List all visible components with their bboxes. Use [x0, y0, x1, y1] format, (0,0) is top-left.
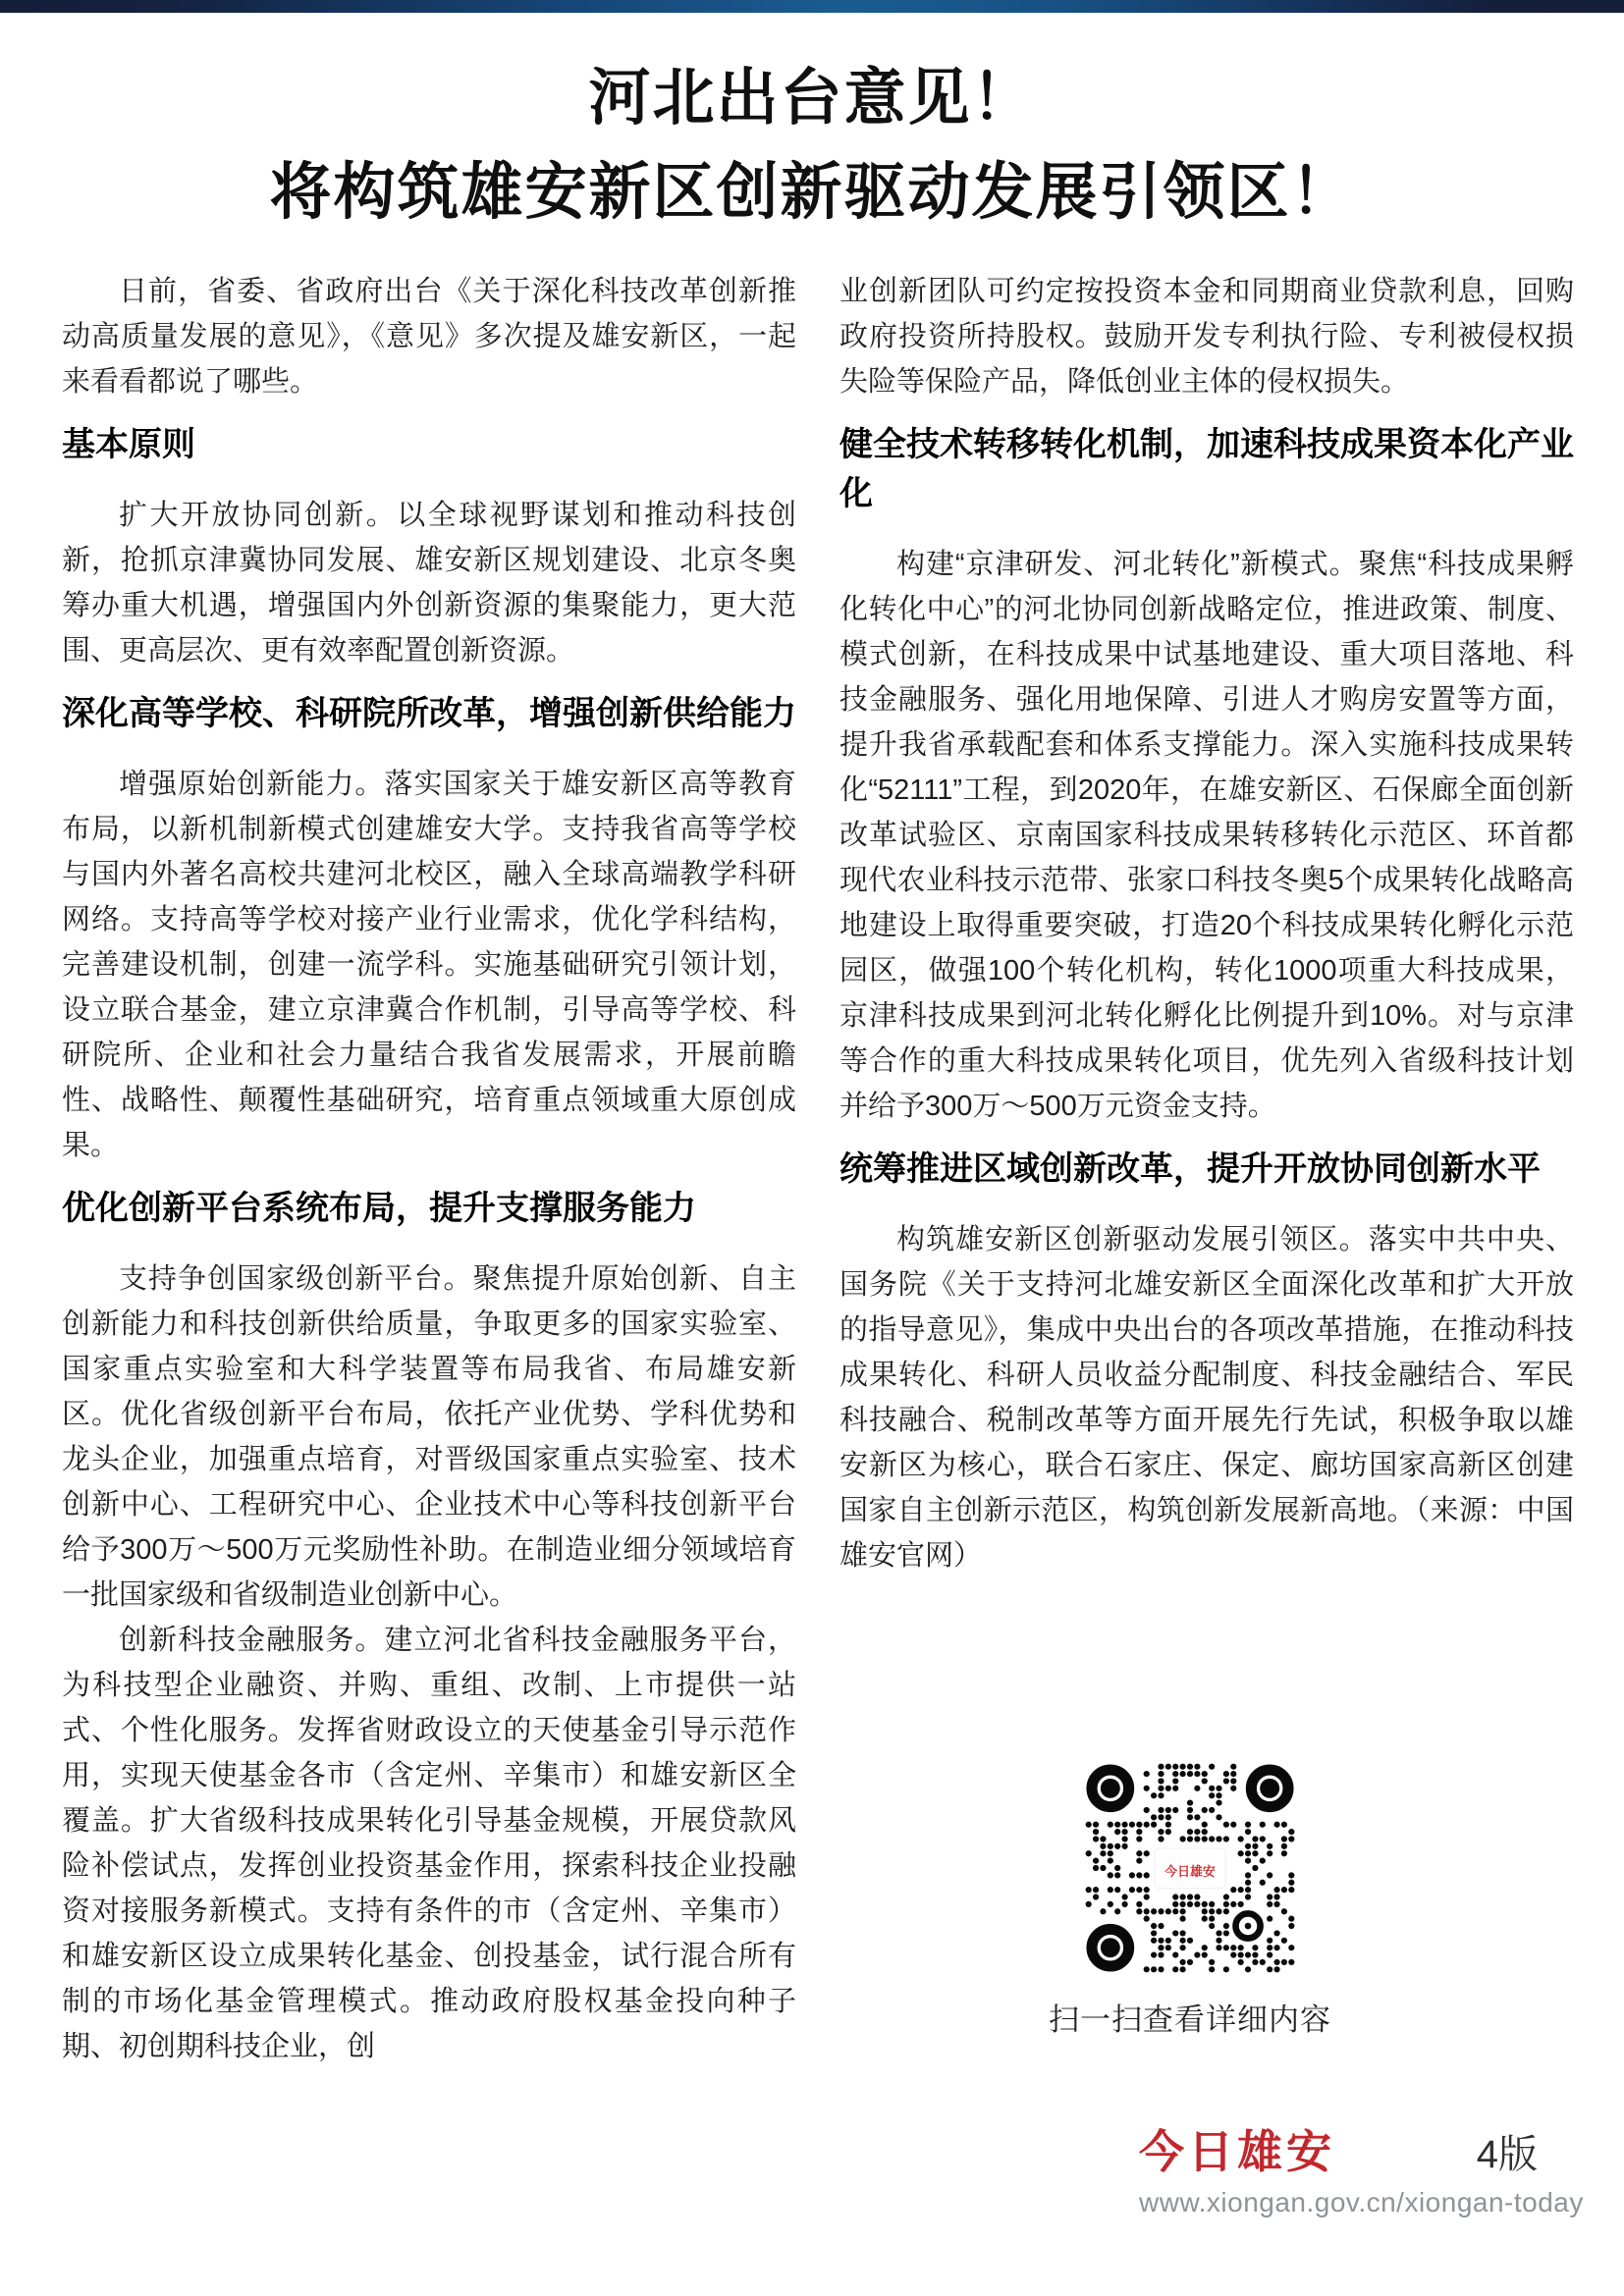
qr-block: [1001, 1763, 1379, 2039]
footer-row: [1139, 2116, 1538, 2181]
paragraph: 日前，省委、省政府出台《关于深化科技改革创新推动高质量发展的意见》，《意见》多次提及雄安新区，一起来看看都说了哪些。: [62, 276, 796, 398]
article-title: [0, 51, 1624, 240]
page-number: 4版: [1476, 2133, 1538, 2176]
footer: [1139, 2116, 1584, 2218]
article-title-line2: 将构筑雄安新区创新驱动发展引领区！: [269, 158, 1355, 227]
paragraph: 创新科技金融服务。建立河北省科技金融服务平台，为科技型企业融资、并购、重组、改制、上市提供一站式、个性化服务。发挥省财政设立的天使基金引导示范作用，实现天使基金各市（含定州、辛集市）和雄安新区全覆盖。扩大省级科技成果转化引导基金规模，开展贷款风险补偿试点，发挥创业投资基金作用，探索科技企业投融资对接服务新模式。支持有条件的市（含定州、辛集市）和雄安新区设立成果转化基金、创投基金，试行混合所有制的市场化基金管理模式。推动政府股权基金投向种子期、初创期科技企业，创: [62, 1625, 796, 2062]
paragraph: 业创新团队可约定按投资本金和同期商业贷款利息，回购政府投资所持股权。鼓励开发专利执行险、专利被侵权损失险等保险产品，降低创业主体的侵权损失。: [839, 276, 1574, 398]
left-column: [62, 269, 796, 2069]
paragraph: 增强原始创新能力。落实国家关于雄安新区高等教育布局，以新机制新模式创建雄安大学。支持我省高等学校与国内外著名高校共建河北校区，融入全球高端教学科研网络。支持高等学校对接产业行业需求，优化学科结构，完善建设机制，创建一流学科。实施基础研究引领计划，设立联合基金，建立京津冀合作机制，引导高等学校、科研院所、企业和社会力量结合我省发展需求，开展前瞻性、战略性、颠覆性基础研究，培育重点领域重大原创成果。: [62, 769, 796, 1161]
paragraph: 构筑雄安新区创新驱动发展引领区。落实中共中央、国务院《关于支持河北雄安新区全面深化改革和扩大开放的指导意见》，集成中央出台的各项改革措施，在推动科技成果转化、科研人员收益分配制度、科技金融结合、军民科技融合、税制改革等方面开展先行先试，积极争取以雄安新区为核心，联合石家庄、保定、廊坊国家高新区创建国家自主创新示范区，构筑创新发展新高地。（来源：中国雄安官网）: [839, 1224, 1574, 1572]
article-title-line1: 河北出台意见！: [588, 64, 1036, 133]
section-heading: 深化高等学校、科研院所改革，增强创新供给能力: [62, 695, 796, 732]
brand-logo: 今日雄安: [1139, 2127, 1335, 2177]
top-accent-bar: [0, 0, 1624, 13]
section-heading: 健全技术转移转化机制，加速科技成果资本化产业化: [839, 426, 1574, 512]
paragraph: 扩大开放协同创新。以全球视野谋划和推动科技创新，抢抓京津冀协同发展、雄安新区规划建设、北京冬奥筹办重大机遇，增强国内外创新资源的集聚能力，更大范围、更高层次、更有效率配置创新资源。: [62, 500, 796, 667]
section-heading: 基本原则: [62, 426, 195, 463]
right-column: [839, 269, 1574, 1578]
qr-center-label: 今日雄安: [1164, 1864, 1216, 1880]
paragraph: 构建“京津研发、河北转化”新模式。聚焦“科技成果孵化转化中心”的河北协同创新战略定位，推进政策、制度、模式创新，在科技成果中试基地建设、重大项目落地、科技金融服务、强化用地保障、引进人才购房安置等方面，提升我省承载配套和体系支撑能力。深入实施科技成果转化“52111”工程，到2020年，在雄安新区、石保廊全面创新改革试验区、京南国家科技成果转移转化示范区、环首都现代农业科技示范带、张家口科技冬奥5个成果转化战略高地建设上取得重要突破，打造20个科技成果转化孵化示范园区，做强100个转化机构，转化1000项重大科技成果，京津科技成果到河北转化孵化比例提升到10%。对与京津等合作的重大科技成果转化项目，优先列入省级科技计划并给予300万～500万元资金支持。: [839, 549, 1574, 1122]
site-url: www.xiongan.gov.cn/xiongan-today: [1139, 2187, 1584, 2217]
section-heading: 优化创新平台系统布局，提升支撑服务能力: [62, 1190, 696, 1227]
paragraph: 支持争创国家级创新平台。聚焦提升原始创新、自主创新能力和科技创新供给质量，争取更多的国家实验室、国家重点实验室和大科学装置等布局我省、布局雄安新区。优化省级创新平台布局，依托产业优势、学科优势和龙头企业，加强重点培育，对晋级国家重点实验室、技术创新中心、工程研究中心、企业技术中心等科技创新平台给予300万～500万元奖励性补助。在制造业细分领域培育一批国家级和省级制造业创新中心。: [62, 1263, 796, 1611]
section-heading: 统筹推进区域创新改革，提升开放协同创新水平: [839, 1150, 1541, 1188]
qr-code: [1085, 1763, 1295, 1973]
qr-caption: 扫一扫查看详细内容: [1049, 2002, 1331, 2037]
